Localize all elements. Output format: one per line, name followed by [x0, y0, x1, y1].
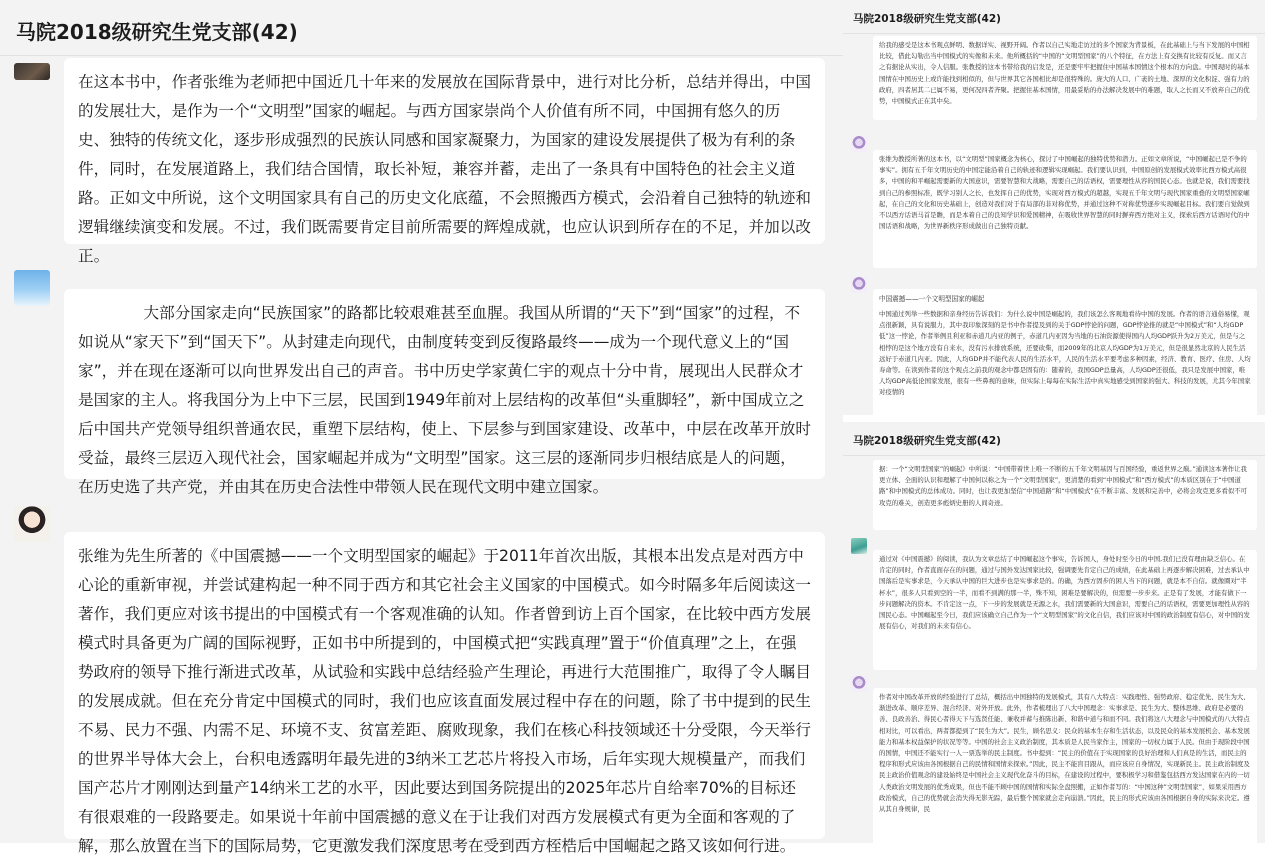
chat-header [843, 0, 1265, 34]
message-text: 给我的感受是这本书观点鲜明、数据详实、视野开阔。作者以自己实地走访过的多个国家为背景板，在此基础上与当下发展的中国相比较，借此勾勒出当中国模式的实像和未来。他所概括的“中国的“文明型国家”的八个特征，在方法上有交换有比较有反复。而又言之有据论从实出，令人信服。张教授的这本书带给我的启发是，还是要牢牢把握住中国基本国情这个根本的方向盘。中国现时的基本国情在中国历史上或许能找到相似的，但与世界其它各国相比却是很特殊的。庞大的人口、广袤的土地、深厚的文化积淀、强有力的政府，四者居其二已属不易，更何况四者齐聚。把握住基本国情，用最妥贴的办法解决发展中的难题，取人之长而又不放弃自己的优势，中国模式正在其中矣。 [879, 41, 1250, 106]
message-bubble[interactable] [873, 150, 1257, 268]
message-text: 张维为先生所著的《中国震撼——一个文明型国家的崛起》于2011年首次出版，其根本出发点是对西方中心论的重新审视，并尝试建构起一种不同于西方和其它社会主义国家的中国模式。如今时隔多年后阅读这一著作，我们更应对该书提出的中国模式有一个客观准确的认知。作者曾到访上百个国家，在比较中西方发展模式时具备更为广阔的国际视野，正如书中所提到的，中国模式把“实践真理”置于“价值真理”之上，在强势政府的领导下推行渐进式改革，从试验和实践中总结经验产生理论，再进行大范围推广，取得了令人瞩目的发展成就。但在充分肯定中国模式的同时，我们也应该直面发展过程中存在的问题，除了书中提到的民生不易、民力不强、内需不足、环境不支、贫富差距、腐败现象，我们在核心科技领域还十分受限，今天举行的世界半导体大会上，台积电透露明年最先进的3纳米工艺芯片将投入市场，后年实现大规模量产，而我们国产芯片才刚刚达到量产14纳米工艺的水平，因此要达到国务院提出的2025年芯片自给率70%的目标还有很艰难的一段路要走。如果说十年前中国震撼的意义在于让我们对西方发展模式有更为全面和客观的了解，那么放置在当下的国际局势，它更激发我们深度思考在受到西方桎梏后中国崛起之路又该如何行进。 [78, 547, 811, 855]
message-text: 中国通过列举一些数据和亲身经历告诉我们：为什么说中国是崛起的，我们该怎么客观地看待中国的发展。作者的语言通俗易懂，观点很新颖，具有说服力，其中我印象深刻的是书中作者提及到的关于GDP悖论的问题，GDP悖论推的就是“中国模式”和“人均GDP低”这一悖论，作者举例且利亚和赤道几内亚的例子，赤道几内亚因为当地的石油资源使得国内人均GDP跃升为2万美元，但是与之相悖的是这个地方没有自来水，没有污水排放系统，还要砍柴，而2009年的北京人均GDP为1万美元，但是很显然北京的人民生活远好于赤道几内亚。因此，人均GDP并不能代表人民的生活水平，人民的生活水平要考虑多种因素，经济、教育、医疗、住房、人均寿命等。在读到作者的这个观点之前我的观念中都是固有的：随着的，我国GDP总量高，人均GDP还很低，我只是发展中国家，唯人均GDP高低论国家发展，很有一些鼻视的意味，但实际上每每在实际生活中真实地感受到国家的强大、科技的发展，尤其今年国家对疫情的 [879, 310, 1251, 397]
chat-title: 马院2018级研究生党支部(42) [853, 435, 1001, 447]
chat-title: 马院2018级研究生党支部(42) [16, 20, 298, 44]
message-text: 作者对中国改革开放的经验进行了总结，概括出中国独特的发展模式，其有八大特点：实践理性、强势政府、稳定优先、民生为大、渐进改革、顺序差异、混合经济、对外开放。此外，作者梳理出了八大中国理念：实事求是、民生为大、整体思维、政府是必要的善、良政善治、得民心者得天下与选贤任能、兼收并蓄与推陈出新、和谐中道与和而不同。我们将这八大理念与中国模式的八大特点相对比，可以看出，两者都提到了“民生为大”。民生，顾名思义：民众的基本生存和生活状态，以及民众的基本发展机会、基本发展能力和基本权益保护的状况等等。中国的社会主义政治制度，其本质是人民当家作主，国家的一切权力属于人民。但由于现阶段中国的国情，中国还不能实行一人一票选举的民主制度。书中提到：“民主的价值在于实现国家的良好治理和人们真是的生活，而民主的程序和形式应该由各国根据自己的民情和国情来探索。”因此，民主不能盲目跟从，而应该应自身情况，实现新民主。民主政治制度及民主政治价值观念的建设始终是中国社会主义现代化奋斗的目标，在建设的过程中，要积极学习和借鉴包括西方发达国家在内的一切人类政治文明发展的优秀成果，但也不能不顾中国的国情和实际全盘照搬，正如作者写的：“中国这种”文明型国家”，如果采用西方政治模式，自己的优势就会消失得无影无踪，最后整个国家就会走向崩溃。”因此，民主的形式应该由各国根据自身的实际来决定。遵从其自身规律，民 [879, 693, 1250, 814]
message-title: 中国震撼——一个文明型国家的崛起 [879, 295, 985, 303]
message-list[interactable] [843, 34, 1265, 415]
panel-divider [843, 415, 1265, 422]
user-avatar[interactable] [14, 270, 50, 306]
message-text: 张维为教授所著的这本书，以“文明型”国家概念为核心，探讨了中国崛起的独特优势和潜力。正如文章所说，“中国崛起已是不争的事实”。拥有五千年文明历史的中国定能沿着自己的轨迹和逻辑实现崛起。我们要认识到，中国原创的发展模式效率比西方模式高很多，中国的和平崛起需要新的大国意识，需要智慧和大战略，需要自己的话语权，需要理性从容的国民心态。也就是说，我们需要找到自己的参照标准，既学习别人之长，也发挥自己的优势，实现对西方模式的超越，实现五千年文明与现代国家重叠的文明型国家崛起，在自己的文化和历史基础上，创造对我们对于有局部的非对称优势，并通过这种不对称优势逐步实现崛起目标。我们要自觉做到不以西方话语马首是瞻，而是本着自己的良知学识和爱国精神，在吸收世界智慧的同时摒弃西方绝对主义，探索后西方话语时代的中国话语和战略，为世界新秩序形成做出自己独特贡献。 [879, 155, 1250, 231]
message-list[interactable] [0, 56, 843, 855]
chat-header [843, 422, 1265, 456]
user-avatar[interactable] [851, 136, 867, 152]
message-bubble[interactable] [873, 688, 1257, 868]
chat-window-right-top [843, 0, 1265, 415]
message-bubble[interactable] [64, 58, 825, 265]
user-avatar[interactable] [851, 676, 867, 692]
chat-header [0, 0, 843, 56]
message-bubble[interactable] [64, 289, 825, 496]
chat-window-right-bottom [843, 422, 1265, 843]
user-avatar[interactable] [851, 277, 867, 293]
message-bubble[interactable] [873, 36, 1257, 120]
user-avatar[interactable] [14, 63, 50, 80]
message-bubble[interactable] [64, 532, 825, 855]
message-bubble[interactable] [873, 289, 1257, 429]
message-text: 据：一个“文明型国家”的崛起》中所说：“中国带着世上唯一不断的五千年文明基因与百国经验，重返世界之巅。”通读这本著作让我更立体、全面的认识和理解了中国何以称之为一个“文明型国家”，更清楚的看到“中国模式”和“西方模式”的本质区别在于“中国道路”和中国模式的总体成功。同时，也让我更加坚信“中国道路”和“中国模式”在不断丰富、发展和完善中，必将会攻克更多看似不可攻克的难关，创造更多彪炳史册的人间奇迹。 [879, 465, 1248, 507]
message-text: 通过对《中国震撼》的阅读，我认为文章总结了中国崛起这个事实，告诉国人，身处时至今日的中国,我们已没有理由缺乏信心。在肯定的同时，作者直面存在的问题，通过与国外发达国家比较，强调要先肯定自己的成绩，在此基础上再逐步解决困难，过去承认中国落后是实事求是，今天承认中国的巨大进步也是实事求是的。的确，为西方固步的困人当下的问题，就是本不自信。就像圈对“半杯水”，很多人只看到空的一半，而看不到满的那一半，殊不知，困难是要解决的，但需要一步步来。正是有了发展，才能有做下一步问题解决的资本。不肯定这一点，下一步的发展就是无源之水，我们需要新的大国意识，需要自己的话语权，需要更加理性从容的国民心态。中国崛起至今日，我们应该确立自己作为一个“文明型国家”的文化自信，我们应该对中国的政治制度有信心，对中国的发展有信心，对我们的未来有信心。 [879, 555, 1250, 631]
message-bubble[interactable] [873, 460, 1257, 530]
message-text: 大部分国家走向“民族国家”的路都比较艰难甚至血腥。我国从所谓的“天下”到“国家”的过程，不如说从“家天下”到“国天下”。从封建走向现代，由制度转变到反復路最终——成为一个现代意义上的“国家”，并在现在逐渐可以向世界发出自己的声音。书中历史学家黄仁宇的观点十分中肯，展现出人民群众才是国家的主人。将我国分为上中下三层，民国到1949年前对上层结构的改革但“头重脚轻”，新中国成立之后中国共产党领导组织普通农民，重塑下层结构，使上、下层参与到国家建设、改革中，中层在改革开放时受益，最终三层迈入现代社会，国家崛起并成为“文明型”国家。这三层的逐渐同步归根结底是人的问题，在历史选了共产党，并由其在历史合法性中带领人民在现代文明中建立国家。 [78, 304, 811, 496]
user-avatar[interactable] [851, 538, 867, 554]
chat-title: 马院2018级研究生党支部(42) [853, 13, 1001, 25]
message-text: 在这本书中，作者张维为老师把中国近几十年来的发展放在国际背景中，进行对比分析，总结并得出，中国的发展壮大，是作为一个“文明型”国家的崛起。与西方国家崇尚个人价值有所不同，中国拥有悠久的历史、独特的传统文化，逐步形成强烈的民族认同感和国家凝聚力，为国家的建设发展提供了极为有利的条件，同时，在发展道路上，我们结合国情，取长补短，兼容并蓄，走出了一条具有中国特色的社会主义道路。正如文中所说，这个文明国家具有自己的历史文化底蕴，不会照搬西方模式，会沿着自己独特的轨迹和逻辑继续演变和发展。不过，我们既需要肯定目前所需要的辉煌成就，也应认识到所存在的不足，并加以改正。 [78, 73, 811, 265]
message-bubble[interactable] [873, 550, 1257, 670]
message-list[interactable] [843, 456, 1265, 843]
user-avatar[interactable] [14, 506, 50, 542]
